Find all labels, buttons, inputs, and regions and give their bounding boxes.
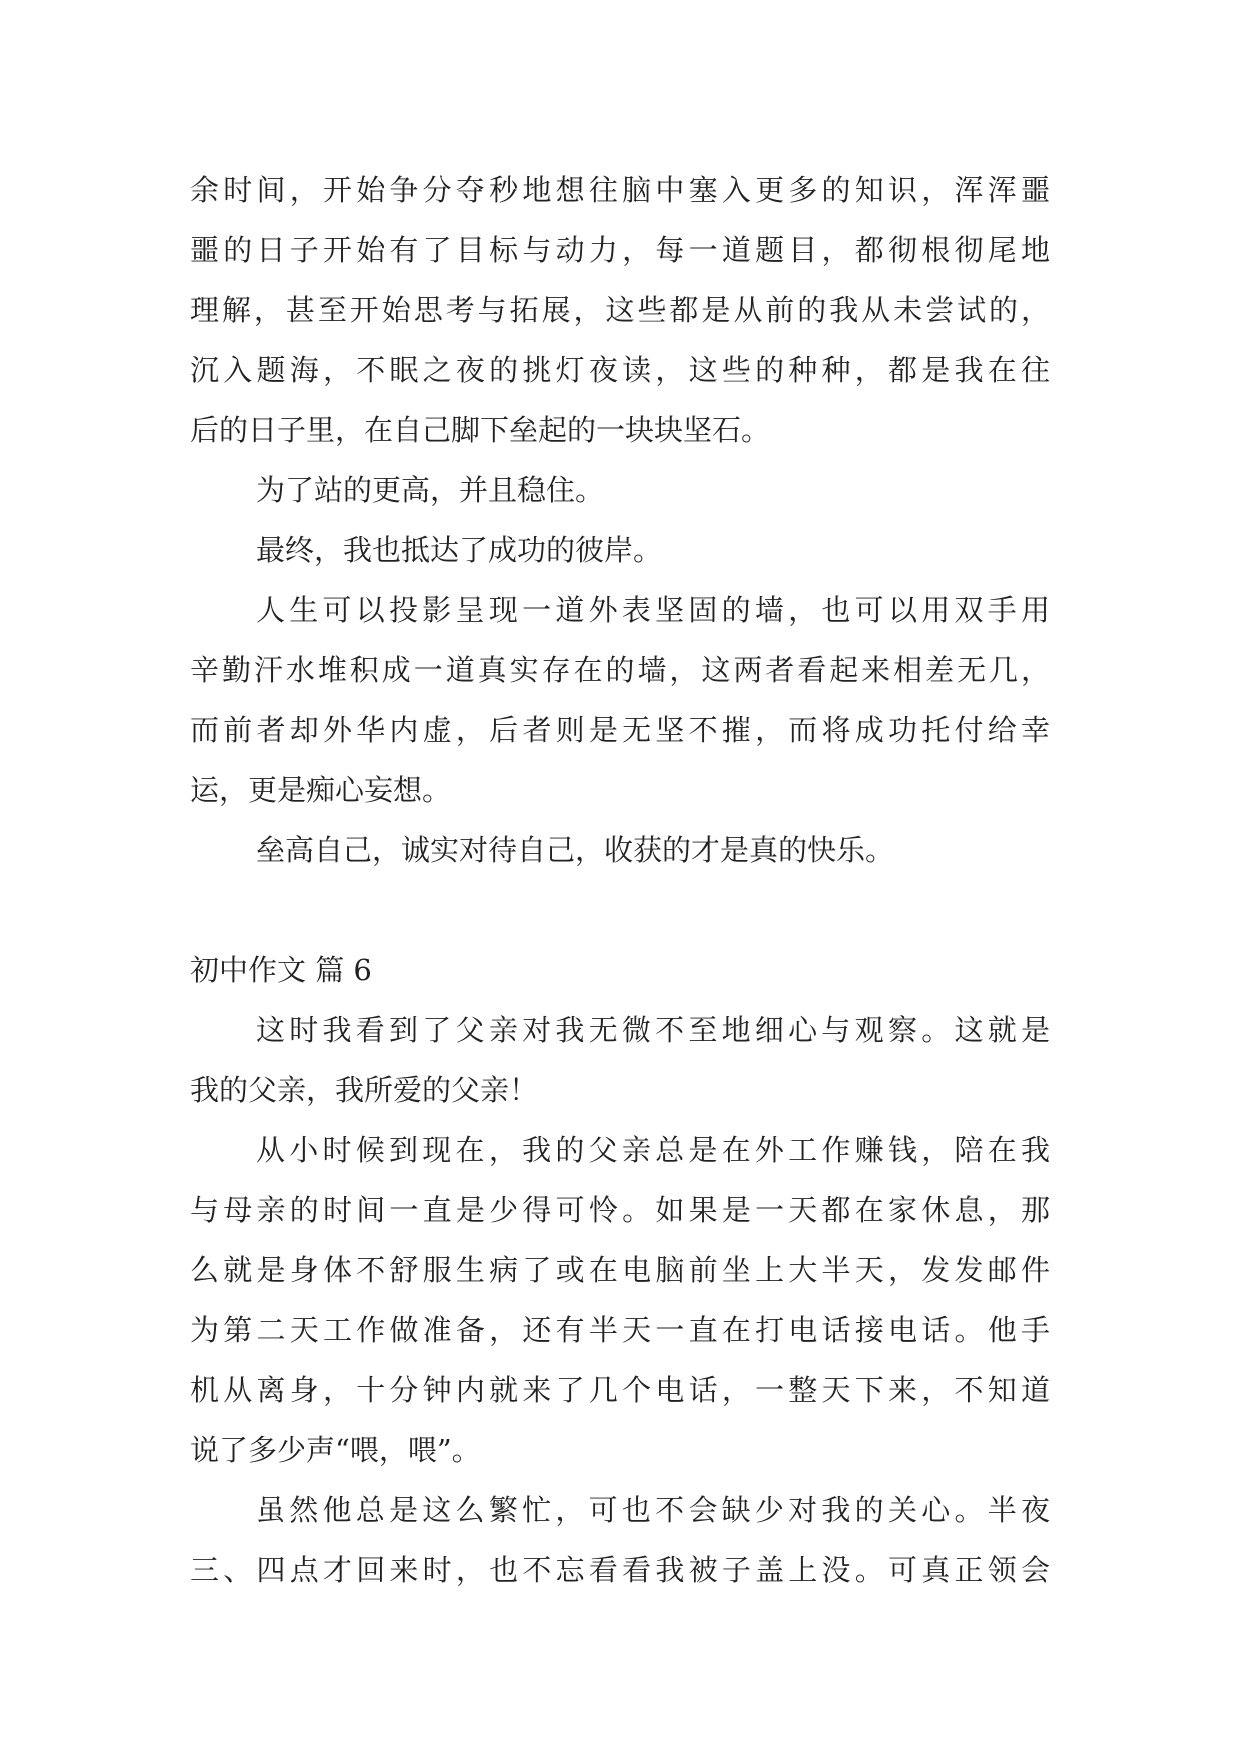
text-line: 从小时候到现在，我的父亲总是在外工作赚钱，陪在我: [256, 1133, 1050, 1167]
text-line: 为了站的更高，并且稳住。: [256, 473, 605, 507]
text-line: 人生可以投影呈现一道外表坚固的墙，也可以用双手用: [256, 593, 1050, 627]
paragraph: [190, 580, 1050, 820]
text-line: 与母亲的时间一直是少得可怜。如果是一天都在家休息，那: [190, 1193, 1050, 1227]
paragraph: [190, 160, 1050, 460]
paragraph: [190, 460, 1050, 520]
text-line: 最终，我也抵达了成功的彼岸。: [256, 533, 663, 567]
text-line: 噩的日子开始有了目标与动力，每一道题目，都彻根彻尾地: [190, 233, 1050, 267]
text-line: 我的父亲，我所爱的父亲！: [190, 1073, 539, 1107]
text-line: 为第二天工作做准备，还有半天一直在打电话接电话。他手: [190, 1313, 1050, 1347]
text-line: 这时我看到了父亲对我无微不至地细心与观察。这就是: [256, 1013, 1050, 1047]
text-line: 后的日子里，在自己脚下垒起的一块块坚石。: [190, 413, 771, 447]
text-line: 说了多少声“喂，喂”。: [190, 1433, 481, 1467]
paragraph: [190, 1000, 1050, 1120]
paragraph: [190, 1120, 1050, 1480]
text-line: 余时间，开始争分夺秒地想往脑中塞入更多的知识，浑浑噩: [190, 173, 1050, 207]
text-line: 垒高自己，诚实对待自己，收获的才是真的快乐。: [256, 833, 895, 867]
text-line: 而前者却外华内虚，后者则是无坚不摧，而将成功托付给幸: [190, 713, 1050, 747]
section-heading: 初中作文 篇 6: [190, 953, 372, 987]
paragraph: [190, 820, 1050, 880]
text-line: 么就是身体不舒服生病了或在电脑前坐上大半天，发发邮件: [190, 1253, 1050, 1287]
text-line: 机从离身，十分钟内就来了几个电话，一整天下来，不知道: [190, 1373, 1050, 1407]
text-line: 虽然他总是这么繁忙，可也不会缺少对我的关心。半夜: [256, 1493, 1050, 1527]
text-line: 运，更是痴心妄想。: [190, 773, 452, 807]
paragraph: [190, 1480, 1050, 1600]
paragraph: [190, 520, 1050, 580]
document-page: [190, 160, 1050, 1600]
text-line: 理解，甚至开始思考与拓展，这些都是从前的我从未尝试的，: [190, 293, 1050, 327]
text-line: 沉入题海，不眠之夜的挑灯夜读，这些的种种，都是我在往: [190, 353, 1050, 387]
text-line: 三、四点才回来时，也不忘看看我被子盖上没。可真正领会: [190, 1553, 1050, 1587]
text-line: 辛勤汗水堆积成一道真实存在的墙，这两者看起来相差无几，: [190, 653, 1050, 687]
section-gap: [190, 880, 1050, 940]
